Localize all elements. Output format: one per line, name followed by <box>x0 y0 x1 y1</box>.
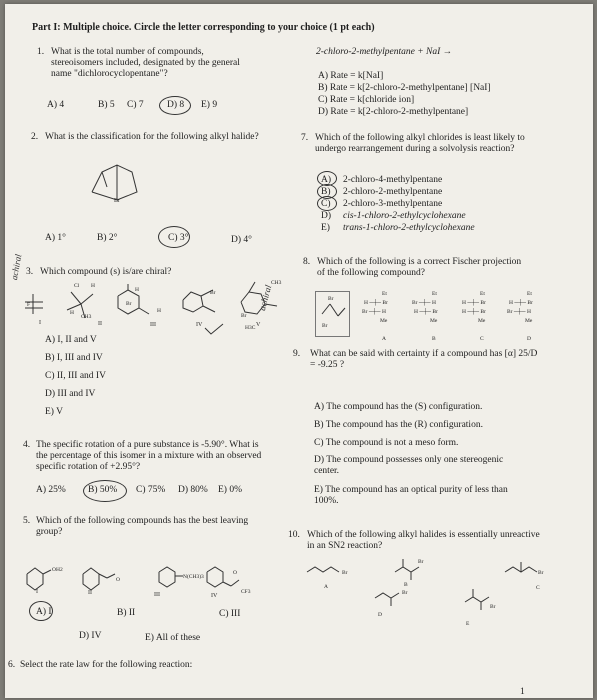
q9-choice-d[interactable]: D) The compound possesses only one stereogenic center. <box>314 455 504 476</box>
label-br: Br <box>241 313 247 319</box>
answer-circle <box>83 480 127 502</box>
q7-choice-a-text: 2-chloro-4-methylpentane <box>343 175 443 185</box>
roman-i: I <box>36 589 38 595</box>
q7-choice-d-text: cis-1-chloro-2-ethylcyclohexane <box>343 211 466 221</box>
q6-reaction: 2-chloro-2-methylpentane + NaI → <box>316 47 453 57</box>
option-letter[interactable]: C <box>536 585 540 591</box>
roman-iii: III <box>150 322 156 328</box>
fischer-letter: D <box>527 336 531 342</box>
q7-choice-b-text: 2-chloro-2-methylpentane <box>343 187 443 197</box>
answer-circle <box>159 96 191 115</box>
label-br: Br <box>210 290 216 296</box>
label-br: Br <box>402 590 408 596</box>
q6-choice-d[interactable]: D) Rate = k[2-chloro-2-methylpentane] <box>318 107 469 117</box>
label-cl: Cl <box>74 283 80 289</box>
label-h3c: H3C <box>245 325 256 331</box>
label-h: H <box>70 310 74 316</box>
q1-number: 1. <box>37 47 45 57</box>
fischer-top: Et <box>527 291 532 297</box>
label-o: O <box>116 577 120 583</box>
q7-choice-a-letter[interactable]: A) <box>321 175 332 185</box>
q2-choice-b[interactable]: B) 2° <box>97 233 118 243</box>
label-br: Br <box>490 604 496 610</box>
label-nme3: N(CH3)3 <box>183 574 204 580</box>
roman-i: I <box>39 320 41 326</box>
q2-choice-c[interactable]: C) 3° <box>168 233 189 243</box>
label-f: F <box>27 302 31 308</box>
q2-choice-a[interactable]: A) 1° <box>45 233 66 243</box>
fischer-letter: B <box>432 336 436 342</box>
q8-number: 8. <box>303 257 311 267</box>
roman-iv: IV <box>196 322 203 328</box>
fischer-bottom: Me <box>525 318 533 324</box>
q4-choice-d[interactable]: D) 80% <box>178 485 208 495</box>
fischer-top: Et <box>480 291 485 297</box>
option-letter[interactable]: E <box>466 621 470 627</box>
fischer-bottom: Me <box>478 318 486 324</box>
q10-text: Which of the following alkyl halides is essentially unreactive in an SN2 reaction? <box>307 530 540 551</box>
roman-ii: II <box>88 590 92 596</box>
q9-number: 9. <box>293 349 301 359</box>
label-br: Br <box>126 301 132 307</box>
label-oh2: OH2 <box>52 567 63 573</box>
q4-choice-b[interactable]: B) 50% <box>88 485 118 495</box>
label-br: Br <box>328 296 334 302</box>
q1-choice-c[interactable]: C) 7 <box>127 100 144 110</box>
fischer-row: H ─┼─ Br <box>462 300 486 306</box>
q9-choice-a[interactable]: A) The compound has the (S) configuration. <box>314 402 483 412</box>
q6-text: Select the rate law for the following reaction: <box>20 660 193 670</box>
roman-v: V <box>256 322 261 328</box>
label-h: H <box>135 287 139 293</box>
q4-choice-c[interactable]: C) 75% <box>136 485 166 495</box>
q9-text: What can be said with certainty if a compound has [α] 25/D = -9.25 ? <box>310 349 538 370</box>
label-br: Br <box>342 570 348 576</box>
margin-note: achiral <box>9 253 24 281</box>
answer-circle <box>158 226 190 248</box>
label-ch3: CH3 <box>81 314 92 320</box>
label-br: Br <box>538 570 544 576</box>
q3-text: Which compound (s) is/are chiral? <box>40 267 172 277</box>
q2-br-label: Br <box>114 198 120 204</box>
option-letter[interactable]: B <box>404 582 408 588</box>
q6-choice-b[interactable]: B) Rate = k[2-chloro-2-methylpentane] [NaI] <box>318 83 491 93</box>
q7-choice-c-text: 2-chloro-3-methylpentane <box>343 199 443 209</box>
fischer-letter: A <box>382 336 386 342</box>
roman-iv: IV <box>211 593 218 599</box>
q9-choice-c[interactable]: C) The compound is not a meso form. <box>314 438 459 448</box>
roman-iii: III <box>154 592 160 598</box>
fischer-bottom: Me <box>430 318 438 324</box>
answer-circle <box>317 196 337 211</box>
answer-circle <box>29 601 53 621</box>
q7-choice-b-letter[interactable]: B) <box>321 187 331 197</box>
q9-choice-e[interactable]: E) The compound has an optical purity of less than 100%. <box>314 485 508 506</box>
fischer-row: H ─┼─ Br <box>462 309 486 315</box>
fischer-top: Et <box>382 291 387 297</box>
q5-choice-b[interactable]: B) II <box>117 608 136 618</box>
option-letter[interactable]: A <box>324 584 328 590</box>
q7-choice-e-letter[interactable]: E) <box>321 223 330 233</box>
label-cf3: CF3 <box>241 589 251 595</box>
q8-text: Which of the following is a correct Fischer projection of the following compound? <box>317 257 522 278</box>
label-ch3: CH3 <box>271 280 282 286</box>
fischer-row: Br ─┼─ H <box>412 300 436 306</box>
q5-number: 5. <box>23 516 31 526</box>
fischer-letter: C <box>480 336 484 342</box>
margin-note: achiral <box>257 283 274 312</box>
label-br: Br <box>322 323 328 329</box>
q2-text: What is the classification for the following alkyl halide? <box>45 132 259 142</box>
q1-choice-b[interactable]: B) 5 <box>98 100 115 110</box>
label-h: H <box>91 283 95 289</box>
q4-choice-a[interactable]: A) 25% <box>36 485 66 495</box>
label-o: O <box>233 570 237 576</box>
q4-text: The specific rotation of a pure substance is -5.90°. What is the percentage of this isomer in a mixture with an observed specific rotation of +2.95°? <box>36 440 262 472</box>
label-h: H <box>157 308 161 314</box>
q1-choice-e[interactable]: E) 9 <box>201 100 218 110</box>
fischer-row: Br ─┼─ H <box>507 309 531 315</box>
q7-choice-e-text: trans-1-chloro-2-ethylcyclohexane <box>343 223 475 233</box>
q3-choice-a[interactable]: A) I, II and V <box>45 335 97 345</box>
label-br: Br <box>418 559 424 565</box>
q1-choice-a[interactable]: A) 4 <box>47 100 65 110</box>
fischer-row: Br ─┼─ H <box>362 309 386 315</box>
part-title: Part I: Multiple choice. Circle the letter corresponding to your choice (1 pt each) <box>32 22 375 33</box>
fischer-row: H ─┼─ Br <box>414 309 438 315</box>
q6-number: 6. <box>8 660 16 670</box>
q6-choice-c[interactable]: C) Rate = k[chloride ion] <box>318 95 415 105</box>
fischer-bottom: Me <box>380 318 388 324</box>
q5-choice-d[interactable]: D) IV <box>79 631 102 641</box>
q1-choice-d[interactable]: D) 8 <box>167 100 185 110</box>
exam-page <box>5 4 593 698</box>
q4-choice-e[interactable]: E) 0% <box>218 485 243 495</box>
q3-choice-b[interactable]: B) I, III and IV <box>45 353 103 363</box>
q2-number: 2. <box>31 132 39 142</box>
fischer-row: H ─┼─ Br <box>509 300 533 306</box>
fischer-row: H ─┼─ Br <box>364 300 388 306</box>
q1-text: What is the total number of compounds, stereoisomers included, designated by the general name "dichlorocyclopentane"? <box>51 47 240 79</box>
page-number: 1 <box>520 687 525 697</box>
q3-choice-d[interactable]: D) III and IV <box>45 389 96 399</box>
q6-choice-a[interactable]: A) Rate = k[NaI] <box>318 71 384 81</box>
q3-number: 3. <box>26 267 34 277</box>
q7-choice-d-letter[interactable]: D) <box>321 211 332 221</box>
q4-number: 4. <box>23 440 31 450</box>
q7-number: 7. <box>301 133 309 143</box>
q5-text: Which of the following compounds has the best leaving group? <box>36 516 249 537</box>
q10-number: 10. <box>288 530 300 540</box>
q9-choice-b[interactable]: B) The compound has the (R) configuration. <box>314 420 483 430</box>
q3-choice-e[interactable]: E) V <box>45 407 64 417</box>
option-letter[interactable]: D <box>378 612 382 618</box>
q7-text: Which of the following alkyl chlorides is least likely to undergo rearrangement during a solvolysis reaction? <box>315 133 525 154</box>
checkmark-icon <box>205 324 225 336</box>
fischer-top: Et <box>432 291 437 297</box>
q5-choice-c[interactable]: C) III <box>219 609 241 619</box>
q5-choice-a[interactable]: A) I <box>36 607 52 617</box>
q7-choice-c-letter[interactable]: C) <box>321 199 331 209</box>
wedge-structure-box <box>315 291 350 337</box>
q5-choice-e[interactable]: E) All of these <box>145 633 201 643</box>
q2-choice-d[interactable]: D) 4° <box>231 235 252 245</box>
roman-ii: II <box>98 321 102 327</box>
q3-choice-c[interactable]: C) II, III and IV <box>45 371 106 381</box>
